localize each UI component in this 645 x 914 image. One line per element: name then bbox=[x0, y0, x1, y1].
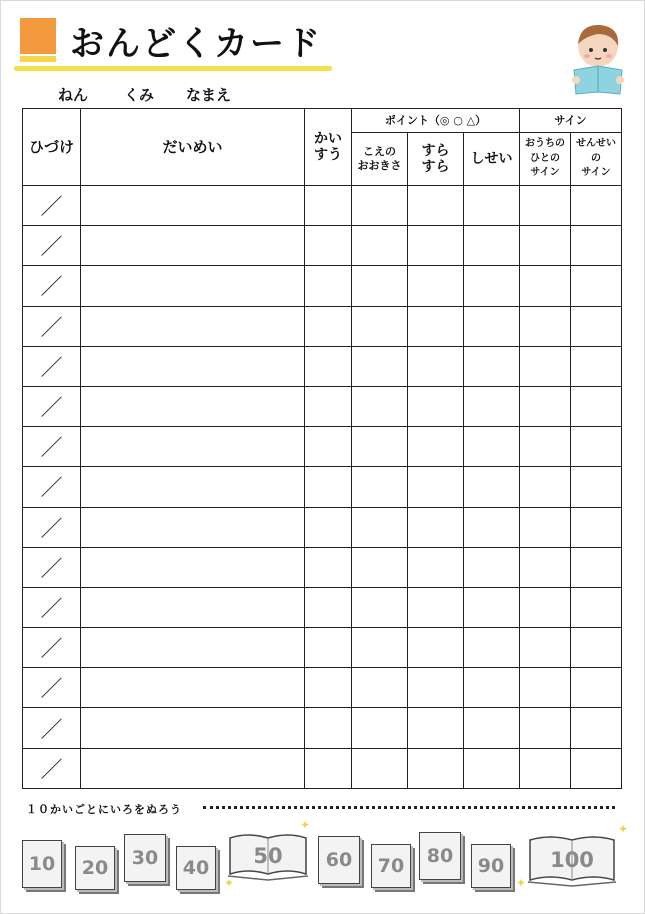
table-row bbox=[23, 427, 622, 467]
date-cell[interactable]: ／ bbox=[23, 306, 81, 346]
fluency-cell[interactable] bbox=[408, 748, 464, 788]
sparkle-icon: ✦ bbox=[300, 818, 311, 832]
date-cell[interactable]: ／ bbox=[23, 748, 81, 788]
home-sign-cell[interactable] bbox=[520, 748, 571, 788]
fluency-cell[interactable] bbox=[408, 427, 464, 467]
posture-cell[interactable] bbox=[464, 547, 520, 587]
voice-cell[interactable] bbox=[352, 346, 408, 386]
teacher-sign-cell[interactable] bbox=[571, 587, 622, 627]
header-count-line2: すう bbox=[314, 147, 342, 163]
home-sign-cell[interactable] bbox=[520, 226, 571, 266]
count-cell[interactable] bbox=[305, 708, 352, 748]
table-row bbox=[23, 226, 622, 266]
count-cell[interactable] bbox=[305, 186, 352, 226]
reading-log-table bbox=[22, 108, 622, 789]
title-cell[interactable] bbox=[81, 748, 305, 788]
header-title bbox=[81, 109, 305, 186]
title-cell[interactable] bbox=[81, 186, 305, 226]
count-cell[interactable] bbox=[305, 306, 352, 346]
milestone-100-label: 100 bbox=[550, 848, 594, 872]
voice-cell[interactable] bbox=[352, 547, 408, 587]
teacher-sign-cell[interactable] bbox=[571, 467, 622, 507]
voice-cell[interactable] bbox=[352, 708, 408, 748]
class-label: くみ bbox=[124, 86, 155, 104]
dotted-leader bbox=[203, 806, 615, 809]
voice-cell[interactable] bbox=[352, 226, 408, 266]
home-sign-cell[interactable] bbox=[520, 186, 571, 226]
table-row bbox=[23, 668, 622, 708]
home-sign-cell[interactable] bbox=[520, 467, 571, 507]
fluency-cell[interactable] bbox=[408, 306, 464, 346]
sparkle-icon: ✦ bbox=[618, 822, 629, 836]
date-cell[interactable]: ／ bbox=[23, 507, 81, 547]
reading-log-rows bbox=[23, 186, 622, 789]
fluency-cell[interactable] bbox=[408, 547, 464, 587]
table-row bbox=[23, 186, 622, 226]
title-cell[interactable] bbox=[81, 427, 305, 467]
home-sign-cell[interactable] bbox=[520, 708, 571, 748]
voice-cell[interactable] bbox=[352, 507, 408, 547]
date-cell[interactable]: ／ bbox=[23, 226, 81, 266]
home-sign-cell[interactable] bbox=[520, 668, 571, 708]
teacher-sign-cell[interactable] bbox=[571, 226, 622, 266]
year-label: ねん bbox=[58, 86, 89, 104]
milestone-20[interactable] bbox=[75, 846, 115, 890]
voice-cell[interactable] bbox=[352, 386, 408, 426]
title-cell[interactable] bbox=[81, 266, 305, 306]
header-teacher-sign-line3: サイン bbox=[581, 167, 611, 179]
voice-cell[interactable] bbox=[352, 266, 408, 306]
header-home-sign-line2: ひとの bbox=[530, 152, 560, 164]
milestone-80-label: 80 bbox=[426, 845, 454, 867]
milestone-30[interactable] bbox=[124, 834, 166, 882]
title-cell[interactable] bbox=[81, 346, 305, 386]
header-home-sign bbox=[520, 133, 571, 186]
header-voice-line1: こえの bbox=[363, 145, 396, 159]
home-sign-cell[interactable] bbox=[520, 266, 571, 306]
count-cell[interactable] bbox=[305, 266, 352, 306]
count-cell[interactable] bbox=[305, 628, 352, 668]
posture-cell[interactable] bbox=[464, 226, 520, 266]
posture-cell[interactable] bbox=[464, 748, 520, 788]
fluency-cell[interactable] bbox=[408, 266, 464, 306]
home-sign-cell[interactable] bbox=[520, 507, 571, 547]
milestone-90[interactable] bbox=[471, 844, 511, 888]
table-row bbox=[23, 708, 622, 748]
table-row bbox=[23, 306, 622, 346]
milestone-40-label: 40 bbox=[182, 857, 210, 879]
count-cell[interactable] bbox=[305, 386, 352, 426]
title-cell[interactable] bbox=[81, 507, 305, 547]
teacher-sign-cell[interactable] bbox=[571, 708, 622, 748]
milestone-50[interactable] bbox=[226, 830, 310, 882]
header-home-sign-line1: おうちの bbox=[525, 138, 565, 150]
header-teacher-sign bbox=[571, 133, 622, 186]
fluency-cell[interactable] bbox=[408, 587, 464, 627]
count-cell[interactable] bbox=[305, 226, 352, 266]
teacher-sign-cell[interactable] bbox=[571, 748, 622, 788]
teacher-sign-cell[interactable] bbox=[571, 386, 622, 426]
teacher-sign-cell[interactable] bbox=[571, 628, 622, 668]
teacher-sign-cell[interactable] bbox=[571, 427, 622, 467]
fluency-cell[interactable] bbox=[408, 346, 464, 386]
fluency-cell[interactable] bbox=[408, 186, 464, 226]
header-count bbox=[305, 109, 352, 186]
count-cell[interactable] bbox=[305, 467, 352, 507]
title-color-block bbox=[20, 18, 58, 62]
header-date: ひづけ bbox=[23, 109, 81, 186]
title-underline bbox=[14, 66, 332, 71]
title-cell[interactable] bbox=[81, 547, 305, 587]
table-row bbox=[23, 507, 622, 547]
voice-cell[interactable] bbox=[352, 628, 408, 668]
table-row bbox=[23, 346, 622, 386]
voice-cell[interactable] bbox=[352, 306, 408, 346]
title-cell[interactable] bbox=[81, 226, 305, 266]
table-row bbox=[23, 587, 622, 627]
teacher-sign-cell[interactable] bbox=[571, 346, 622, 386]
title-cell[interactable] bbox=[81, 668, 305, 708]
voice-cell[interactable] bbox=[352, 186, 408, 226]
page-title: おんどくカード bbox=[70, 24, 322, 64]
voice-cell[interactable] bbox=[352, 587, 408, 627]
header-teacher-sign-line1: せんせい bbox=[576, 138, 616, 150]
title-cell[interactable] bbox=[81, 587, 305, 627]
date-cell[interactable]: ／ bbox=[23, 386, 81, 426]
fluency-cell[interactable] bbox=[408, 668, 464, 708]
header-voice-line2: おおきさ bbox=[357, 159, 402, 172]
fluency-cell[interactable] bbox=[408, 708, 464, 748]
table-row bbox=[23, 628, 622, 668]
header-fluency bbox=[408, 133, 464, 186]
name-label: なまえ bbox=[186, 86, 232, 104]
posture-cell[interactable] bbox=[464, 346, 520, 386]
posture-cell[interactable] bbox=[464, 186, 520, 226]
table-row bbox=[23, 386, 622, 426]
table-row bbox=[23, 547, 622, 587]
count-cell[interactable] bbox=[305, 547, 352, 587]
voice-cell[interactable] bbox=[352, 668, 408, 708]
home-sign-cell[interactable] bbox=[520, 346, 571, 386]
date-cell[interactable]: ／ bbox=[23, 186, 81, 226]
posture-cell[interactable] bbox=[464, 668, 520, 708]
teacher-sign-cell[interactable] bbox=[571, 668, 622, 708]
milestone-70-label: 70 bbox=[377, 855, 405, 877]
teacher-sign-cell[interactable] bbox=[571, 547, 622, 587]
teacher-sign-cell[interactable] bbox=[571, 306, 622, 346]
teacher-sign-cell[interactable] bbox=[571, 186, 622, 226]
milestone-10[interactable] bbox=[22, 840, 62, 888]
posture-cell[interactable] bbox=[464, 708, 520, 748]
count-cell[interactable] bbox=[305, 748, 352, 788]
title-cell[interactable] bbox=[81, 467, 305, 507]
header-fluency-line2: すら bbox=[421, 159, 450, 175]
home-sign-cell[interactable] bbox=[520, 628, 571, 668]
fluency-cell[interactable] bbox=[408, 507, 464, 547]
voice-cell[interactable] bbox=[352, 467, 408, 507]
table-row bbox=[23, 467, 622, 507]
title-cell[interactable] bbox=[81, 628, 305, 668]
fluency-cell[interactable] bbox=[408, 467, 464, 507]
date-cell[interactable]: ／ bbox=[23, 266, 81, 306]
count-cell[interactable] bbox=[305, 668, 352, 708]
title-cell[interactable] bbox=[81, 708, 305, 748]
header-points: ポイント（◎ ○ △） bbox=[352, 109, 520, 133]
posture-cell[interactable] bbox=[464, 427, 520, 467]
posture-cell[interactable] bbox=[464, 306, 520, 346]
voice-cell[interactable] bbox=[352, 427, 408, 467]
header-posture: しせい bbox=[464, 133, 520, 186]
milestone-20-label: 20 bbox=[81, 857, 109, 879]
teacher-sign-cell[interactable] bbox=[571, 266, 622, 306]
header-voice bbox=[352, 133, 408, 186]
voice-cell[interactable] bbox=[352, 748, 408, 788]
date-cell[interactable]: ／ bbox=[23, 628, 81, 668]
sparkle-icon: ✦ bbox=[516, 876, 527, 890]
date-cell[interactable]: ／ bbox=[23, 708, 81, 748]
table-row bbox=[23, 748, 622, 788]
fluency-cell[interactable] bbox=[408, 226, 464, 266]
count-cell[interactable] bbox=[305, 346, 352, 386]
home-sign-cell[interactable] bbox=[520, 306, 571, 346]
posture-cell[interactable] bbox=[464, 628, 520, 668]
title-cell[interactable] bbox=[81, 306, 305, 346]
milestone-30-label: 30 bbox=[131, 847, 159, 869]
footer-instruction: １０かいごとにいろをぬろう bbox=[26, 803, 182, 816]
date-cell[interactable]: ／ bbox=[23, 587, 81, 627]
milestone-90-label: 90 bbox=[477, 855, 505, 877]
header-home-sign-line3: サイン bbox=[530, 167, 560, 179]
child-reading-book-icon bbox=[568, 22, 628, 100]
milestone-100[interactable] bbox=[526, 832, 618, 888]
header-count-line1: かい bbox=[314, 130, 342, 147]
posture-cell[interactable] bbox=[464, 507, 520, 547]
count-cell[interactable] bbox=[305, 587, 352, 627]
posture-cell[interactable] bbox=[464, 266, 520, 306]
count-cell[interactable] bbox=[305, 427, 352, 467]
fluency-cell[interactable] bbox=[408, 628, 464, 668]
sparkle-icon: ✦ bbox=[224, 876, 235, 890]
milestone-10-label: 10 bbox=[28, 853, 56, 875]
home-sign-cell[interactable] bbox=[520, 386, 571, 426]
header-teacher-sign-line2: の bbox=[591, 152, 601, 164]
posture-cell[interactable] bbox=[464, 587, 520, 627]
milestone-60[interactable] bbox=[318, 836, 360, 884]
posture-cell[interactable] bbox=[464, 467, 520, 507]
table-row bbox=[23, 266, 622, 306]
count-cell[interactable] bbox=[305, 507, 352, 547]
milestone-50-label: 50 bbox=[253, 844, 283, 868]
fluency-cell[interactable] bbox=[408, 386, 464, 426]
home-sign-cell[interactable] bbox=[520, 587, 571, 627]
posture-cell[interactable] bbox=[464, 386, 520, 426]
header-fluency-line1: すら bbox=[421, 142, 450, 159]
date-cell[interactable]: ／ bbox=[23, 467, 81, 507]
title-cell[interactable] bbox=[81, 386, 305, 426]
date-cell[interactable]: ／ bbox=[23, 668, 81, 708]
date-cell[interactable]: ／ bbox=[23, 346, 81, 386]
date-cell[interactable]: ／ bbox=[23, 427, 81, 467]
home-sign-cell[interactable] bbox=[520, 547, 571, 587]
header-sign: サイン bbox=[520, 109, 622, 133]
milestone-40[interactable] bbox=[176, 846, 216, 890]
teacher-sign-cell[interactable] bbox=[571, 507, 622, 547]
date-cell[interactable]: ／ bbox=[23, 547, 81, 587]
home-sign-cell[interactable] bbox=[520, 427, 571, 467]
milestone-70[interactable] bbox=[371, 844, 411, 888]
milestone-60-label: 60 bbox=[325, 849, 353, 871]
milestone-80[interactable] bbox=[419, 832, 461, 880]
header-title-text: だいめい bbox=[162, 137, 223, 156]
